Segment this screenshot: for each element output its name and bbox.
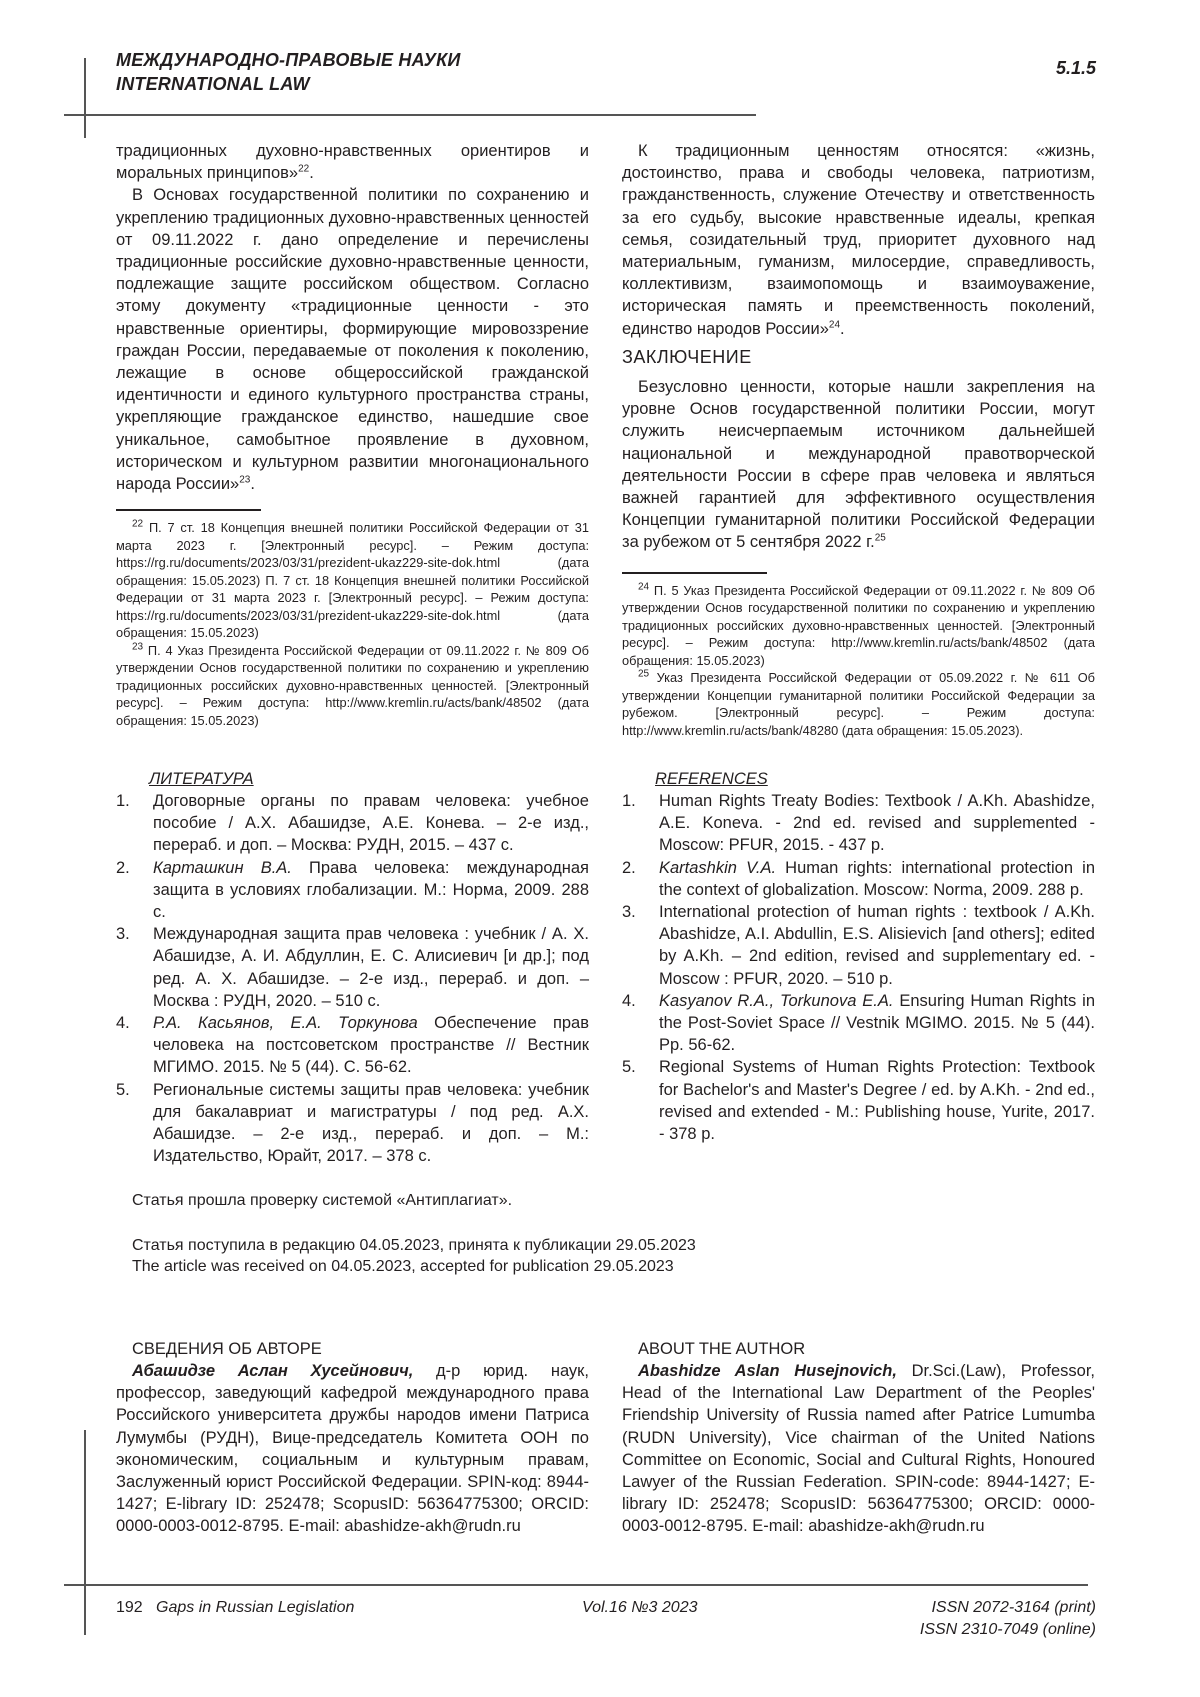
author-name: Abashidze Aslan Husejnovich, — [638, 1362, 897, 1380]
references-list — [622, 790, 1095, 1145]
footnote-ref[interactable]: 22 — [298, 163, 310, 175]
list-item: 4. Р.А. Касьянов, Е.А. Торкунова Обеспечение прав человека на постсоветском пространстве // Вестник МГИМО. 2015. № 5 (44). С. 56-62. — [116, 1014, 590, 1077]
literature-heading: ЛИТЕРАТУРА — [149, 770, 254, 788]
body-paragraph: К традиционным ценностям относятся: «жизнь, достоинство, права и свободы человека, патриотизм, гражданственность, служение Отечеству и ответственность за его судьбу, высокие нравственные идеалы, крепкая семья, созидательный труд, приоритет духовного над материальным, гуманизм, милосердие, справедливость, коллективизм, взаимопомощь и взаимоуважение, историческая память и преемственность поколений, единство народов России»$^{24}$. — [622, 142, 1095, 338]
issn-print: ISSN 2072-3164 (print) — [931, 1599, 1096, 1616]
page-number: 192 — [116, 1599, 143, 1616]
section-title-en: INTERNATIONAL LAW — [116, 74, 310, 94]
left-column — [116, 140, 589, 729]
body-paragraph: В Основах государственной политики по сохранению и укреплению традиционных духовно-нравственных ценностей от 09.11.2022 г. дано определение и перечислены традиционные российские духовно-нравственные ценности, подлежащие защите российском обществом. Согласно этому документу «традиционные ценности - это нравственные ориентиры, формирующие мировоззрение граждан России, передаваемые от поколения к поколению, лежащие в основе общероссийской гражданской идентичности и единого культурного пространства страны, укрепляющие гражданское единство, нашедшие свое уникальное, самобытное проявление в духовном, историческом и культурном развитии многонационального народа России»$^{23}$. — [116, 186, 589, 494]
list-item: 5. Regional Systems of Human Rights Protection: Textbook for Bachelor's and Master's Degree / ed. by A.Kh. - 2nd ed., revised and extended - M.: Publishing house, Yurite, 2017. - 378 p. — [622, 1058, 1095, 1144]
footer-rule — [64, 1584, 1088, 1586]
issn-block — [920, 1597, 1096, 1641]
footnote-separator — [622, 572, 767, 574]
antiplagiat-notice: Статья прошла проверку системой «Антиплагиат». — [132, 1192, 513, 1209]
body-paragraph: традиционных духовно-нравственных ориентиров и моральных принципов»$^{22}$. — [116, 142, 589, 183]
header-rule — [64, 114, 756, 116]
author-info-ru — [116, 1338, 589, 1538]
author-heading-ru: СВЕДЕНИЯ ОБ АВТОРЕ — [132, 1340, 322, 1358]
page-footer-left — [116, 1597, 354, 1619]
list-item: 2. Kartashkin V.A. Human rights: international protection in the context of globalization. Moscow: Norma, 2009. 288 p. — [622, 858, 1095, 899]
author-bio-en: Abashidze Aslan Husejnovich, Dr.Sci.(Law), Professor, Head of the International Law Department of the Peoples' Friendship University of Russia named after Patrice Lumumba (RUDN University), Vice chairman of the United Nations Committee on Economic, Social and Cultural Rights, Honoured Lawyer of the Russian Federation. SPIN-code: 8944-1427; E-library ID: 252478; ScopusID: 56364775300; ORCID: 0000-0003-0012-8795. E-mail: abashidze-akh@rudn.ru — [622, 1362, 1095, 1536]
literature-section — [116, 768, 589, 1167]
running-header — [116, 48, 460, 96]
right-column — [622, 140, 1095, 739]
footnote: $^{25}$ Указ Президента Российской Федерации от 05.09.2022 г. № 611 Об утверждении Концепции гуманитарной политики Российской Федерации за рубежом. [Электронный ресурс]. – Режим доступа: http://www.kremlin.ru/acts/bank/48280 (дата обращения: 15.05.2023). — [622, 668, 1095, 738]
footnote-separator — [116, 509, 261, 511]
list-item: 3. Международная защита прав человека : учебник / А. Х. Абашидзе, А. И. Абдуллин, Е. С. Алисиевич [и др.]; под ред. А. Х. Абашидзе. – 2-е изд., перераб. и доп. – Москва : РУДН, 2020. – 510 с. — [116, 925, 589, 1010]
list-item: 5. Региональные системы защиты прав человека: учебник для бакалавриат и магистратуры / под ред. А.Х. Абашидзе. – 2-е изд., перераб. и доп. – М.: Издательство, Юрайт, 2017. – 378 с. — [116, 1080, 589, 1166]
issn-online: ISSN 2310-7049 (online) — [919, 1621, 1096, 1638]
left-margin-rule-top — [84, 58, 86, 138]
footnote-ref[interactable]: 23 — [239, 474, 251, 486]
footnote: $^{23}$ П. 4 Указ Президента Российской Федерации от 09.11.2022 г. № 809 Об утверждении Основ государственной политики по сохранению и укреплению традиционных российских духовно-нравственных ценностей. [Электронный ресурс]. – Режим доступа: http://www.kremlin.ru/acts/bank/48502 (дата обращения: 15.05.2023) — [116, 641, 589, 728]
author-info-en — [622, 1338, 1095, 1538]
list-item: 4. Kasyanov R.A., Torkunova E.A. Ensuring Human Rights in the Post-Soviet Space // Vestnik MGIMO. 2015. № 5 (44). Pp. 56-62. — [622, 991, 1095, 1055]
list-item: 1. Договорные органы по правам человека: учебное пособие / А.Х. Абашидзе, А.Е. Конева. – 2-е изд., перераб. и доп. – Москва: РУДН, 2015. – 437 с. — [116, 792, 589, 855]
conclusion-heading: ЗАКЛЮЧЕНИЕ — [622, 346, 752, 367]
references-heading: REFERENCES — [655, 770, 768, 788]
literature-list — [116, 790, 589, 1167]
footnote-ref[interactable]: 24 — [828, 319, 841, 331]
author-name: Абашидзе Аслан Хусейнович, — [132, 1362, 414, 1380]
footnote: $^{22}$ П. 7 ст. 18 Концепция внешней политики Российской Федерации от 31 марта 2023 г. [Электронный ресурс]. – Режим доступа: https://rg.ru/documents/2023/03/31/prezident-ukaz229-site-dok.html (дата обращения: 15.05.2023) П. 7 ст. 18 Концепция внешней политики Российской Федерации от 31 марта 2023 г. [Электронный ресурс]. – Режим доступа: https://rg.ru/documents/2023/03/31/prezident-ukaz229-site-dok.html (дата обращения: 15.05.2023) — [116, 518, 589, 641]
left-margin-rule-bottom — [84, 1430, 86, 1635]
author-heading-en: ABOUT THE AUTHOR — [638, 1340, 806, 1358]
received-notice-en: The article was received on 04.05.2023, accepted for publication 29.05.2023 — [132, 1258, 674, 1275]
author-bio-ru: Абашидзе Аслан Хусейнович, д-р юрид. наук, профессор, заведующий кафедрой международного права Российского университета дружбы народов имени Патриса Лумумбы (РУДН), Вице-председатель Комитета ООН по экономическим, социальным и культурным правам, Заслуженный юрист Российской Федерации. SPIN-код: 8944-1427; E-library ID: 252478; ScopusID: 56364775300; ORCID: 0000-0003-0012-8795. E-mail: abashidze-akh@rudn.ru — [116, 1362, 589, 1536]
journal-name: Gaps in Russian Legislation — [156, 1599, 355, 1616]
list-item: 3. International protection of human rights : textbook / A.Kh. Abashidze, A.I. Abdullin, E.S. Alisievich [and others]; edited by A.Kh. – 2nd edition, revised and supplementary ed. - Moscow : PFUR, 2020. – 510 p. — [622, 903, 1095, 988]
section-title-ru: МЕЖДУНАРОДНО-ПРАВОВЫЕ НАУКИ — [116, 50, 461, 70]
received-notice-ru: Статья поступила в редакцию 04.05.2023, принята к публикации 29.05.2023 — [132, 1237, 696, 1254]
list-item: 2. Карташкин В.А. Права человека: международная защита в условиях глобализации. М.: Норма, 2009. 288 с. — [116, 858, 589, 922]
footnote: $^{24}$ П. 5 Указ Президента Российской Федерации от 09.11.2022 г. № 809 Об утверждении Основ государственной политики по сохранению и укреплению традиционных российских духовно-нравственных ценностей. [Электронный ресурс]. – Режим доступа: http://www.kremlin.ru/acts/bank/48502 (дата обращения: 15.05.2023) — [622, 581, 1095, 668]
body-paragraph: Безусловно ценности, которые нашли закрепления на уровне Основ государственной политики России, могут служить неисчерпаемым источником дальнейшей национальной и международной правотворческой деятельности России в сфере прав человека и являться важней гарантией для эффективного осуществления Концепции гуманитарной политики Российской Федерации за рубежом от 5 сентября 2022 г.$^{25}$ — [622, 378, 1095, 552]
footnote-ref[interactable]: 25 — [874, 532, 886, 544]
issue-info: Vol.16 №3 2023 — [582, 1599, 698, 1616]
references-section — [622, 768, 1095, 1145]
section-code: 5.1.5 — [1055, 58, 1096, 78]
list-item: 1. Human Rights Treaty Bodies: Textbook / A.Kh. Abashidze, A.E. Koneva. - 2nd ed. revised and supplemented - Moscow: PFUR, 2015. - 437 p. — [622, 792, 1095, 855]
